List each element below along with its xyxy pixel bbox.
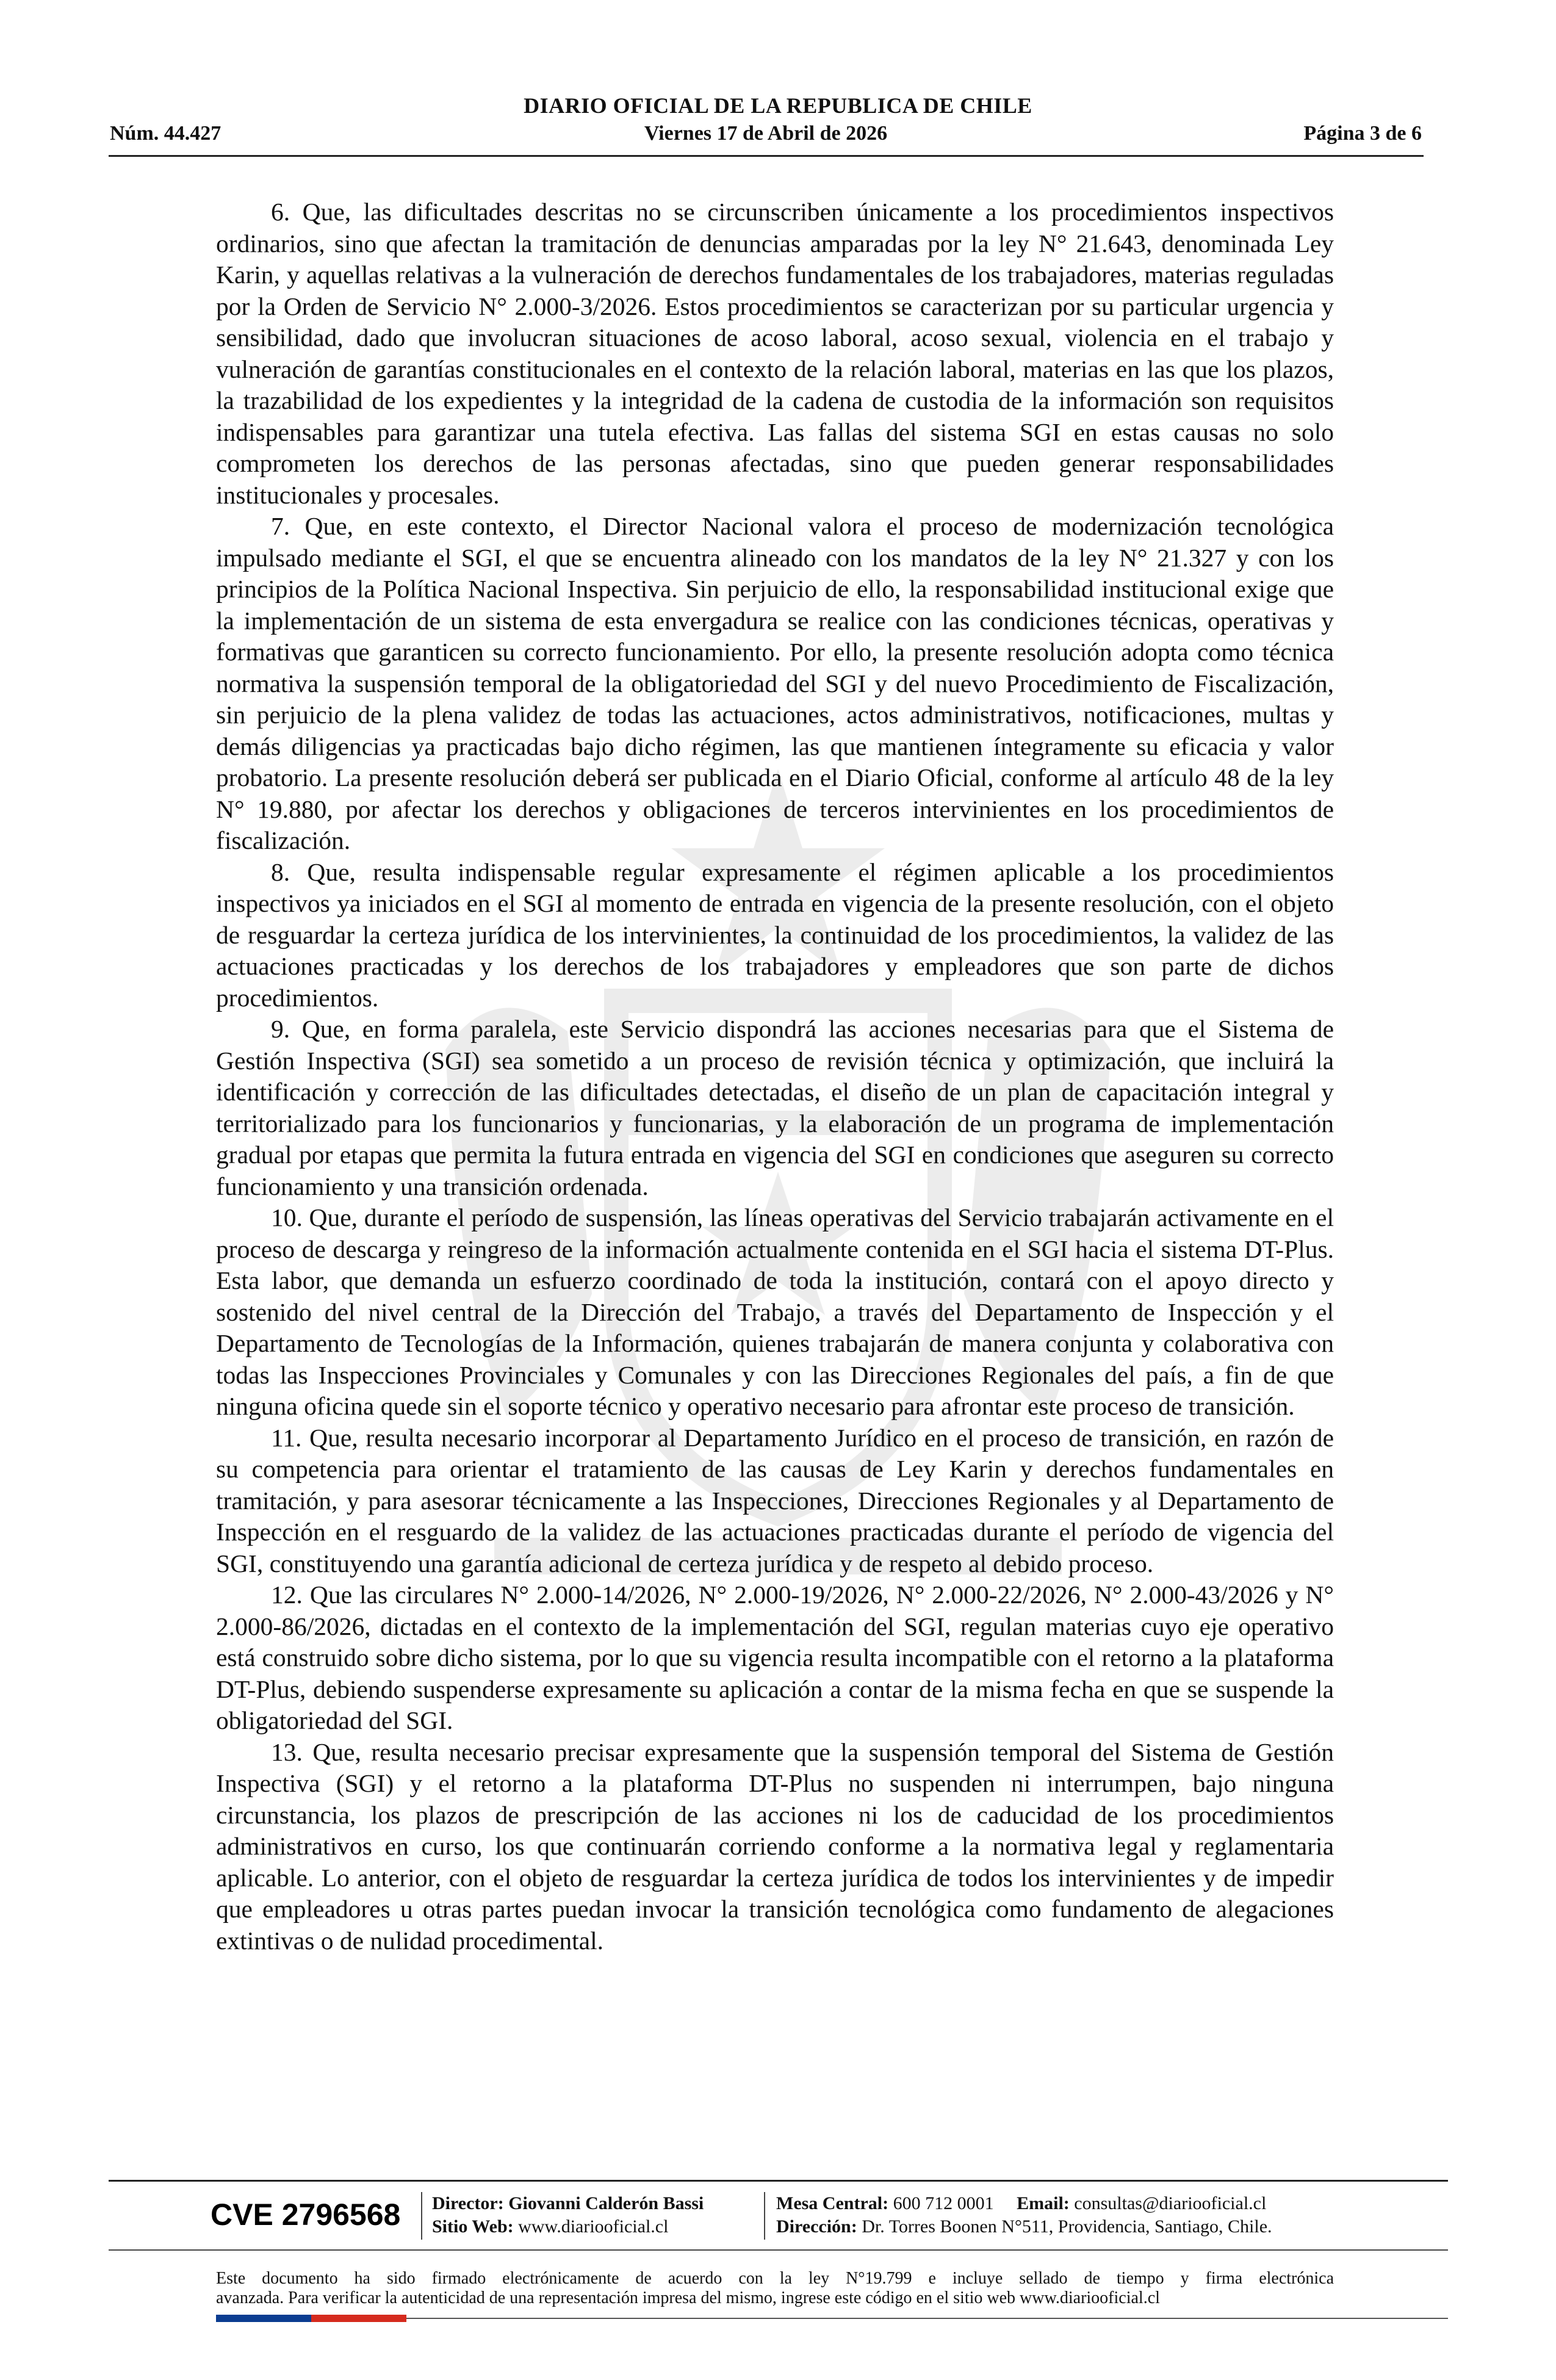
footer-divider-middle [109,2249,1448,2251]
director-name: Giovanni Calderón Bassi [508,2193,704,2213]
footer-info [183,2188,1373,2243]
paragraph: 13. Que, resulta necesario precisar expresamente que la suspensión temporal del Sistema de Gestión Inspectiva (SGI) y el retorno a la plataforma DT-Plus no suspenden ni interrumpen, bajo ninguna circunstancia, los plazos de prescripción de las acciones ni los de caducidad de los procedimientos administrativos en curso, los que continuarán corriendo conforme a la normativa legal y reglamentaria aplicable. Lo anterior, con el objeto de resguardar la certeza jurídica de todos los intervinientes y de impedir que empleadores u otras partes puedan invocar la transición tecnológica como fundamento de alegaciones extintivas o de nulidad procedimental. [216,1737,1334,1955]
footer-director-block [432,2192,704,2238]
paragraph: 8. Que, resulta indispensable regular expresamente el régimen aplicable a los procedimientos inspectivos ya iniciados en el SGI al momento de entrada en vigencia de la presente resolución, con el objeto de resguardar la certeza jurídica de los intervinientes, la continuidad de los procedimientos, la validez de las actuaciones practicadas y los derechos de los trabajadores y empleadores que son parte de dichos procedimientos. [216,857,1334,1012]
website-label: Sitio Web: [432,2216,514,2237]
website-link[interactable]: www.diariooficial.cl [518,2216,669,2237]
email-label: Email: [1017,2193,1070,2213]
email-link[interactable]: consultas@diariooficial.cl [1074,2193,1267,2213]
flag-blue-segment [216,2315,311,2322]
paragraph: 9. Que, en forma paralela, este Servicio dispondrá las acciones necesarias para que el Sistema de Gestión Inspectiva (SGI) sea sometido a un proceso de revisión técnica y optimización, que incluirá la identificación y corrección de las dificultades detectadas, el diseño de un plan de capacitación integral y territorializado para los funcionarios y funcionarias, y la elaboración de un programa de implementación gradual por etapas que permita la futura entrada en vigencia del SGI en condiciones que aseguren su correcto funcionamiento y una transición ordenada. [216,1015,1334,1200]
paragraph: 12. Que las circulares N° 2.000-14/2026, N° 2.000-19/2026, N° 2.000-22/2026, N° 2.000-43/2026 y N° 2.000-86/2026, dictadas en el contexto de la implementación del SGI, regulan materias cuyo eje operativo está construido sobre dicho sistema, por lo que su vigencia resulta incompatible con el retorno a la plataforma DT-Plus, debiendo suspenderse expresamente su aplicación a contar de la misma fecha en que se suspende la obligatoriedad del SGI. [216,1581,1334,1734]
footer-divider-bottom [406,2318,1448,2319]
page-number: Página 3 de 6 [1303,122,1422,145]
mesa-central-label: Mesa Central: [776,2193,889,2213]
document-body [216,197,1334,1956]
cve-code: CVE 2796568 [211,2198,401,2232]
flag-red-segment [311,2315,406,2322]
header-divider [109,155,1424,157]
mesa-central-phone: 600 712 0001 [893,2193,994,2213]
newspaper-title: DIARIO OFICIAL DE LA REPUBLICA DE CHILE [524,93,1032,118]
director-label: Director: [432,2193,504,2213]
paragraph: 7. Que, en este contexto, el Director Nacional valora el proceso de modernización tecnológica impulsado mediante el SGI, el que se encuentra alineado con los mandatos de la ley N° 21.327 y con los principios de la Política Nacional Inspectiva. Sin perjuicio de ello, la responsabilidad institucional exige que la implementación de un sistema de esta envergadura se realice con las condiciones técnicas, operativas y formativas que garanticen su correcto funcionamiento. Por ello, la presente resolución adopta como técnica normativa la suspensión temporal de la obligatoriedad del SGI y del nuevo Procedimiento de Fiscalización, sin perjuicio de la plena validez de todas las actuaciones, actos administrativos, notificaciones, multas y demás diligencias ya practicadas bajo dicho régimen, las que mantienen íntegramente su eficacia y valor probatorio. La presente resolución deberá ser publicada en el Diario Oficial, conforme al artículo 48 de la ley N° 19.880, por afectar los derechos y obligaciones de terceros intervinientes en los procedimientos de fiscalización. [216,512,1334,854]
footer-divider-top [109,2180,1448,2182]
footer-separator [421,2192,422,2240]
footer-contact-block [776,2192,1272,2238]
legal-notice-line: Este documento ha sido firmado electrónicamente de acuerdo con la ley N°19.799 e incluye sellado de tiempo y firma electrónica [216,2269,1334,2288]
footer-separator [764,2192,765,2240]
paragraph: 6. Que, las dificultades descritas no se circunscriben únicamente a los procedimientos inspectivos ordinarios, sino que afectan la tramitación de denuncias amparadas por la ley N° 21.643, denominada Ley Karin, y aquellas relativas a la vulneración de derechos fundamentales de los trabajadores, materias reguladas por la Orden de Servicio N° 2.000-3/2026. Estos procedimientos se caracterizan por su particular urgencia y sensibilidad, dado que involucran situaciones de acoso laboral, acoso sexual, violencia en el trabajo y vulneración de garantías constitucionales en el contexto de la relación laboral, materias en las que los plazos, la trazabilidad de los expedientes y la integridad de la cadena de custodia de la información son requisitos indispensables para garantizar una tutela efectiva. Las fallas del sistema SGI en estas causas no solo comprometen los derechos de las personas afectadas, sino que pueden generar responsabilidades institucionales y procesales. [216,198,1334,509]
legal-notice [216,2269,1334,2308]
paragraph: 10. Que, durante el período de suspensión, las líneas operativas del Servicio trabajarán activamente en el proceso de descarga y reingreso de la información actualmente contenida en el SGI hacia el sistema DT-Plus. Esta labor, que demanda un esfuerzo coordinado de toda la institución, contará con el apoyo directo y sostenido del nivel central de la Dirección del Trabajo, a través del Departamento de Inspección y el Departamento de Tecnologías de la Información, quienes trabajarán de manera conjunta y colaborativa con todas las Inspecciones Provinciales y Comunales y con las Direcciones Regionales del país, a fin de que ninguna oficina quede sin el soporte técnico y operativo necesario para afrontar este proceso de transición. [216,1203,1334,1420]
publication-date: Viernes 17 de Abril de 2026 [644,122,888,145]
paragraph: 11. Que, resulta necesario incorporar al Departamento Jurídico en el proceso de transición, en razón de su competencia para orientar el tratamiento de las causas de Ley Karin y derechos fundamentales en tramitación, y para asesorar técnicamente a las Inspecciones, Direcciones Regionales y al Departamento de Inspección en el resguardo de la validez de las actuaciones practicadas durante el período de vigencia del SGI, constituyendo una garantía adicional de certeza jurídica y de respeto al debido proceso. [216,1423,1334,1578]
address-value: Dr. Torres Boonen N°511, Providencia, Santiago, Chile. [862,2216,1272,2237]
issue-number: Núm. 44.427 [110,122,222,145]
address-label: Dirección: [776,2216,857,2237]
flag-stripe [216,2315,406,2322]
legal-notice-line: avanzada. Para verificar la autenticidad de una representación impresa del mismo, ingrese este código en el sitio web www.diariooficial.cl [216,2288,1160,2307]
